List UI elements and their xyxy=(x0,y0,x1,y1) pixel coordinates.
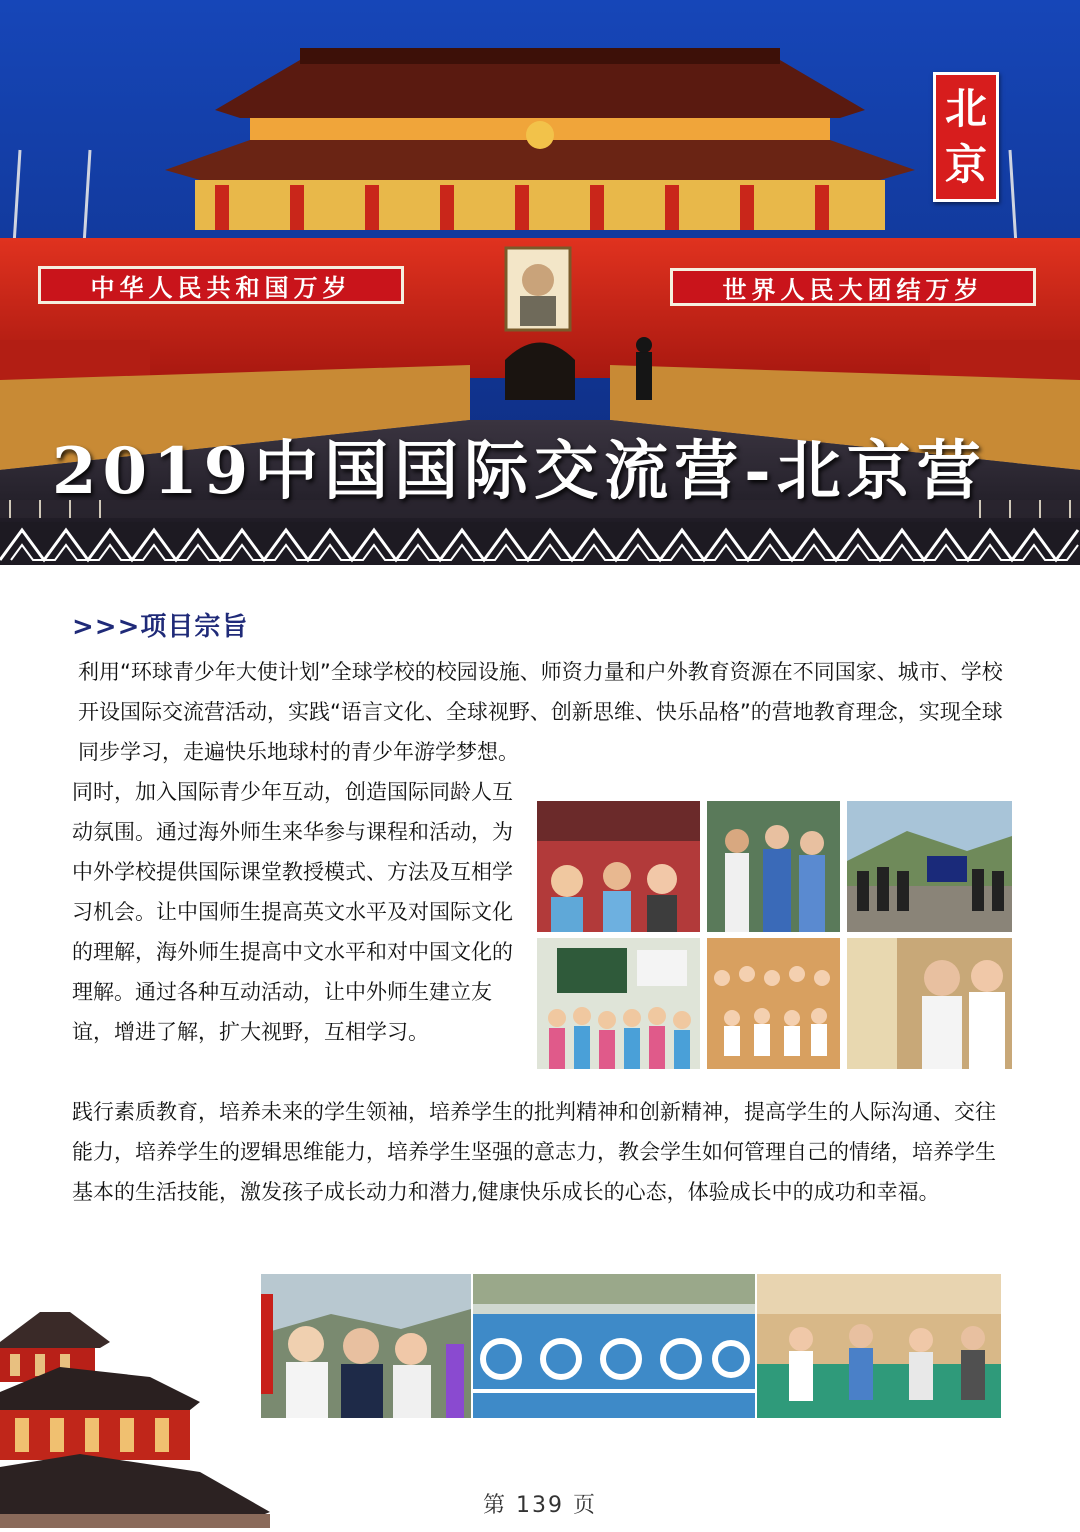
photo-great-wall-group xyxy=(847,801,1012,932)
page-number: 第 139 页 xyxy=(483,1493,597,1518)
photo-workshop xyxy=(847,938,1012,1069)
city-seal-char-2: 京 xyxy=(944,140,987,189)
photo-costumes xyxy=(707,801,840,932)
hero-banner xyxy=(0,0,1080,565)
city-seal-beijing xyxy=(933,72,999,202)
quality-paragraph: 践行素质教育，培养未来的学生领袖，培养学生的批判精神和创新精神，提高学生的人际沟通、交往能力，培养学生的逻辑思维能力，培养学生坚强的意志力，教会学生如何管理自己的情绪，培养学生基本的生活技能，激发孩子成长动力和潜力,健康快乐成长的心态，体验成长中的成功和幸福。 xyxy=(72,1100,996,1204)
interaction-paragraph: 同时，加入国际青少年互动，创造国际同龄人互动氛围。通过海外师生来华参与课程和活动，为中外学校提供国际课堂教授模式、方法及互相学习机会。让中国师生提高英文水平及对国际文化的理解，海外师生提高中文水平和对中国文化的理解。通过各种互动活动，让中外师生建立友谊，增进了解，扩大视野，互相学习。 xyxy=(72,780,513,1044)
gate-banner-right: 世界人民大团结万岁 xyxy=(670,268,1036,306)
bottom-photo-strip xyxy=(261,1274,1001,1418)
gate-banner-left: 中华人民共和国万岁 xyxy=(38,266,404,304)
photo-kids-group xyxy=(707,938,840,1069)
activity-photo-grid xyxy=(537,801,1012,1069)
city-seal-char-1: 北 xyxy=(944,84,987,133)
section-title: >>>项目宗旨 xyxy=(72,612,249,642)
photo-classroom xyxy=(537,938,700,1069)
photo-auditorium xyxy=(537,801,700,932)
intro-paragraph: 利用“环球青少年大使计划”全球学校的校园设施、师资力量和户外教育资源在不同国家、城市、学校开设国际交流营活动，实践“语言文化、全球视野、创新思维、快乐品格”的营地教育理念，实现全球同步学习，走遍快乐地球村的青少年游学梦想。 xyxy=(78,660,1003,764)
page-title: 2019中国国际交流营-北京营 xyxy=(52,434,987,509)
